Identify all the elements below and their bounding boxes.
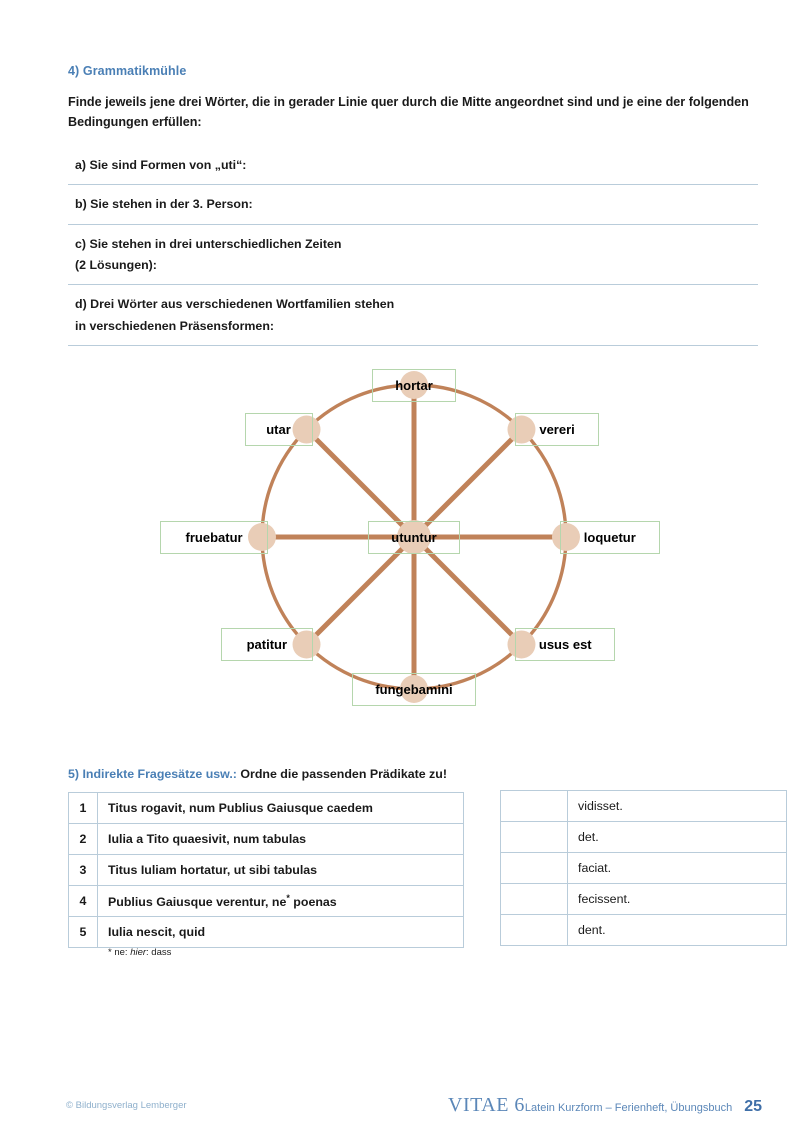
row-number: 2: [69, 824, 98, 855]
table-row: [69, 855, 464, 886]
condition-line-1: d) Drei Wörter aus verschiedenen Wortfamilien stehen: [75, 297, 395, 312]
footnote-italic: hier: [130, 947, 147, 958]
sentence-text-after: poenas: [289, 895, 337, 910]
footer-series-title: VITAE 6: [448, 1094, 525, 1116]
footnote-post: : dass: [146, 947, 172, 958]
condition-line-2: in verschiedenen Präsensformen:: [75, 318, 275, 333]
sentence-cell: [98, 886, 464, 917]
sentence-cell: Titus rogavit, num Publius Gaiusque caedem: [98, 793, 464, 824]
exercise5-heading: [68, 767, 447, 781]
condition-row: [68, 285, 758, 346]
wheel-node-label: hortar: [372, 369, 455, 402]
row-number: 4: [69, 886, 98, 917]
footnote-marker: *: [286, 892, 290, 903]
exercise4-intro: Finde jeweils jene drei Wörter, die in gerader Linie quer durch die Mitte angeordnet sind und je eine der folgenden Bedingungen erfüllen:: [68, 95, 749, 129]
exercise5-heading-plain: Ordne die passenden Prädikate zu!: [236, 767, 447, 781]
condition-line-2: (2 Lösungen):: [75, 257, 157, 272]
wheel-node-label: fruebatur: [160, 521, 268, 554]
answer-cell[interactable]: [501, 884, 568, 915]
predicate-cell: faciat.: [568, 853, 787, 884]
condition-line-1: b) Sie stehen in der 3. Person:: [75, 197, 253, 212]
answer-cell[interactable]: [501, 791, 568, 822]
predicate-cell: fecissent.: [568, 884, 787, 915]
footer-subtitle: Latein Kurzform – Ferienheft, Übungsbuch: [524, 1102, 733, 1114]
sentence-cell: Iulia nescit, quid: [98, 917, 464, 948]
exercise4-heading: 4) Grammatikmühle: [68, 64, 187, 78]
exercise5-heading-accent: 5) Indirekte Fragesätze usw.:: [68, 767, 237, 781]
condition-row: [68, 185, 758, 224]
wheel-node-label: loquetur: [560, 521, 660, 554]
footnote-pre: * ne:: [108, 947, 131, 958]
table-row: [501, 884, 787, 915]
table-row: [501, 853, 787, 884]
row-number: 1: [69, 793, 98, 824]
table-row: [69, 824, 464, 855]
row-number: 3: [69, 855, 98, 886]
footer-copyright: © Bildungsverlag Lemberger: [66, 1100, 187, 1111]
answer-cell[interactable]: [501, 915, 568, 946]
row-number: 5: [69, 917, 98, 948]
predicate-cell: dent.: [568, 915, 787, 946]
condition-row: [68, 225, 758, 286]
predicate-cell: det.: [568, 822, 787, 853]
wheel-node-label: fungebamini: [352, 673, 476, 706]
footnote: [108, 947, 171, 958]
sentence-cell: Iulia a Tito quaesivit, num tabulas: [98, 824, 464, 855]
table-row: [501, 915, 787, 946]
wheel-node-label: utar: [245, 413, 313, 446]
wheel-node-label: patitur: [221, 628, 312, 661]
exercise4-condition-list: [68, 146, 758, 346]
sentences-table: [68, 792, 464, 948]
table-row: [69, 793, 464, 824]
condition-row: [68, 146, 758, 185]
answer-cell[interactable]: [501, 853, 568, 884]
wheel-center-label: utuntur: [368, 521, 459, 554]
grammar-wheel-diagram: [0, 340, 800, 740]
predicate-cell: vidisset.: [568, 791, 787, 822]
condition-line-1: a) Sie sind Formen von „uti“:: [75, 158, 247, 172]
footer-branding: [448, 1094, 762, 1117]
sentence-cell: Titus Iuliam hortatur, ut sibi tabulas: [98, 855, 464, 886]
wheel-node-label: usus est: [515, 628, 615, 661]
predicates-table: [500, 790, 787, 946]
wheel-node-label: vereri: [515, 413, 598, 446]
sentence-text: Publius Gaiusque verentur, ne: [108, 895, 287, 910]
table-row: [501, 822, 787, 853]
table-row: [69, 917, 464, 948]
table-row: [501, 791, 787, 822]
page-number: 25: [744, 1098, 762, 1115]
condition-line-1: c) Sie stehen in drei unterschiedlichen Zeiten: [75, 236, 342, 251]
answer-cell[interactable]: [501, 822, 568, 853]
table-row: [69, 886, 464, 917]
